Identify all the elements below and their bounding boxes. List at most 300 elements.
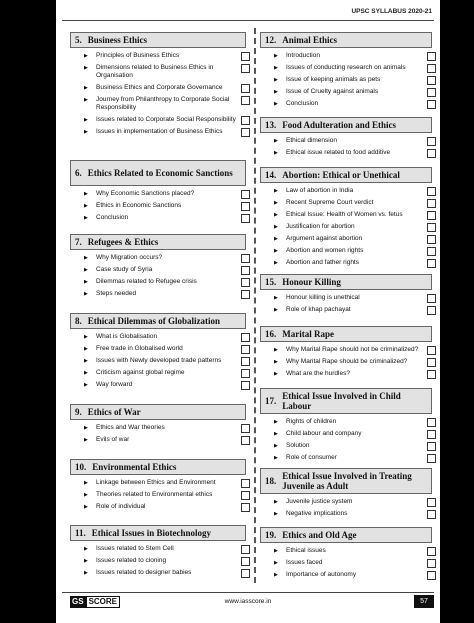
page-number: 57	[414, 595, 434, 608]
topic-checkbox[interactable]	[241, 64, 250, 73]
arrow-bullet-icon: ▶	[274, 443, 278, 449]
section-heading	[70, 404, 246, 420]
topic-item	[70, 503, 250, 511]
arrow-bullet-icon: ▶	[274, 248, 278, 254]
topic-label: Abortion and women rights	[286, 247, 364, 254]
topic-checkbox[interactable]	[241, 84, 250, 93]
topic-item	[260, 547, 436, 555]
footer-url: www.iasscore.in	[224, 598, 272, 605]
topic-item	[260, 235, 436, 243]
topic-checkbox[interactable]	[241, 333, 250, 342]
topic-label: What are the hurdles?	[286, 370, 350, 377]
section-heading	[260, 274, 432, 290]
section-title: Ethics of War	[87, 407, 141, 417]
section-heading	[260, 32, 432, 48]
topic-label: Evils of war	[96, 436, 130, 443]
section-heading	[70, 32, 246, 48]
arrow-bullet-icon: ▶	[274, 295, 278, 301]
topic-label: Why Economic Sanctions placed?	[96, 190, 195, 197]
topic-item	[260, 498, 436, 506]
arrow-bullet-icon: ▶	[84, 334, 88, 340]
arrow-bullet-icon: ▶	[84, 117, 88, 123]
topic-item	[70, 345, 250, 353]
topic-item	[260, 149, 436, 157]
column-divider	[254, 28, 256, 583]
topic-list	[70, 254, 250, 298]
section-title: Food Adulteration and Ethics	[282, 120, 397, 130]
section-14	[260, 167, 436, 271]
arrow-bullet-icon: ▶	[274, 53, 278, 59]
arrow-bullet-icon: ▶	[84, 570, 88, 576]
arrow-bullet-icon: ▶	[274, 499, 278, 505]
topic-item	[260, 52, 436, 60]
arrow-bullet-icon: ▶	[274, 138, 278, 144]
topic-checkbox[interactable]	[427, 199, 436, 208]
section-number: 15.	[265, 277, 277, 287]
arrow-bullet-icon: ▶	[274, 260, 278, 266]
section-6	[70, 160, 250, 226]
section-17	[260, 388, 436, 466]
section-number: 11.	[75, 528, 86, 538]
footer-rule	[62, 592, 434, 593]
section-9	[70, 404, 250, 448]
arrow-bullet-icon: ▶	[274, 359, 278, 365]
topic-checkbox[interactable]	[241, 345, 250, 354]
section-number: 12.	[265, 35, 277, 45]
section-number: 5.	[75, 35, 82, 45]
topic-label: Dilemmas related to Refugee crisis	[96, 278, 197, 285]
section-number: 7.	[75, 237, 82, 247]
section-title: Animal Ethics	[282, 35, 338, 45]
arrow-bullet-icon: ▶	[274, 224, 278, 230]
arrow-bullet-icon: ▶	[274, 511, 278, 517]
topic-label: Journey from Philanthropy to Corporate Social Responsibility	[96, 96, 230, 111]
topic-item	[260, 571, 436, 579]
topic-list	[260, 294, 436, 314]
topic-checkbox[interactable]	[241, 128, 250, 137]
topic-checkbox[interactable]	[241, 503, 250, 512]
topic-list	[70, 333, 250, 389]
topic-item	[260, 199, 436, 207]
arrow-bullet-icon: ▶	[84, 558, 88, 564]
topic-label: Introduction	[286, 52, 320, 59]
arrow-bullet-icon: ▶	[84, 267, 88, 273]
arrow-bullet-icon: ▶	[84, 129, 88, 135]
topic-label: Why Marital Rape should be criminalized?	[286, 358, 408, 365]
topic-list	[260, 547, 436, 579]
topic-item	[70, 128, 250, 136]
topic-item	[70, 266, 250, 274]
arrow-bullet-icon: ▶	[84, 203, 88, 209]
topic-checkbox[interactable]	[427, 187, 436, 196]
topic-label: Role of consumer	[286, 454, 337, 461]
topic-checkbox[interactable]	[241, 266, 250, 275]
topic-label: Abortion and father rights	[286, 259, 359, 266]
topic-label: Linkage between Ethics and Environment	[96, 479, 216, 486]
topic-item	[70, 545, 250, 553]
section-title: Business Ethics	[87, 35, 148, 45]
section-18	[260, 468, 436, 522]
topic-checkbox[interactable]	[427, 64, 436, 73]
topic-label: Ethics in Economic Sanctions	[96, 202, 182, 209]
topic-list	[70, 479, 250, 511]
section-title: Ethical Issue Involved in Treating Juvenile as Adult	[282, 471, 412, 491]
topic-label: Conclusion	[96, 214, 129, 221]
header-rule	[62, 20, 434, 21]
arrow-bullet-icon: ▶	[274, 77, 278, 83]
topic-list	[70, 52, 250, 136]
arrow-bullet-icon: ▶	[274, 236, 278, 242]
header-title: UPSC SYLLABUS 2020-21	[351, 8, 432, 15]
arrow-bullet-icon: ▶	[274, 455, 278, 461]
topic-item	[260, 88, 436, 96]
arrow-bullet-icon: ▶	[274, 307, 278, 313]
topic-item	[70, 214, 250, 222]
topic-item	[70, 96, 250, 112]
topic-label: Ethical Issue: Health of Women vs. fetus	[286, 211, 403, 218]
arrow-bullet-icon: ▶	[84, 291, 88, 297]
section-number: 16.	[265, 329, 277, 339]
topic-item	[70, 52, 250, 60]
topic-checkbox[interactable]	[241, 557, 250, 566]
section-number: 17.	[265, 396, 277, 406]
topic-item	[260, 370, 436, 378]
topic-checkbox[interactable]	[427, 235, 436, 244]
topic-checkbox[interactable]	[427, 306, 436, 315]
topic-item	[70, 190, 250, 198]
topic-checkbox[interactable]	[241, 278, 250, 287]
section-heading	[260, 117, 432, 133]
section-heading	[260, 167, 432, 183]
topic-label: Issues faced	[286, 559, 323, 566]
section-15	[260, 274, 436, 318]
topic-list	[70, 424, 250, 444]
topic-checkbox[interactable]	[427, 442, 436, 451]
topic-item	[260, 559, 436, 567]
topic-item	[260, 294, 436, 302]
topic-label: Ethical dimension	[286, 137, 337, 144]
topic-label: Solution	[286, 442, 310, 449]
arrow-bullet-icon: ▶	[84, 504, 88, 510]
section-5	[70, 32, 250, 140]
topic-item	[70, 84, 250, 92]
topic-checkbox[interactable]	[241, 569, 250, 578]
topic-label: Rights of children	[286, 418, 337, 425]
topic-label: Ethical issue related to food additive	[286, 149, 391, 156]
topic-label: Case study of Syria	[96, 266, 153, 273]
topic-label: Importance of autonomy	[286, 571, 357, 578]
topic-checkbox[interactable]	[427, 100, 436, 109]
arrow-bullet-icon: ▶	[274, 188, 278, 194]
arrow-bullet-icon: ▶	[274, 89, 278, 95]
arrow-bullet-icon: ▶	[84, 85, 88, 91]
arrow-bullet-icon: ▶	[84, 65, 88, 71]
topic-item	[260, 442, 436, 450]
arrow-bullet-icon: ▶	[84, 437, 88, 443]
section-title: Marital Rape	[282, 329, 334, 339]
topic-label: Dimensions related to Business Ethics in Organisation	[96, 64, 214, 79]
topic-label: Justification for abortion	[286, 223, 355, 230]
section-number: 18.	[265, 476, 277, 486]
arrow-bullet-icon: ▶	[274, 150, 278, 156]
topic-label: Principles of Business Ethics	[96, 52, 180, 59]
topic-label: Juvenile justice system	[286, 498, 353, 505]
topic-list	[260, 418, 436, 462]
section-number: 19.	[265, 530, 277, 540]
topic-item	[260, 306, 436, 314]
topic-item	[260, 346, 436, 354]
topic-checkbox[interactable]	[427, 247, 436, 256]
topic-checkbox[interactable]	[427, 430, 436, 439]
topic-item	[70, 64, 250, 80]
topic-checkbox[interactable]	[427, 547, 436, 556]
arrow-bullet-icon: ▶	[84, 492, 88, 498]
topic-item	[260, 430, 436, 438]
topic-item	[70, 278, 250, 286]
topic-label: Recent Supreme Court verdict	[286, 199, 374, 206]
section-heading	[260, 326, 432, 342]
topic-item	[260, 358, 436, 366]
arrow-bullet-icon: ▶	[274, 572, 278, 578]
topic-label: What is Globalisation	[96, 333, 158, 340]
section-8	[70, 313, 250, 393]
topic-label: Issue of Cruelty against animals	[286, 88, 379, 95]
topic-label: Argument against abortion	[286, 235, 363, 242]
topic-label: Why Migration occurs?	[96, 254, 163, 261]
topic-item	[70, 254, 250, 262]
topic-item	[70, 491, 250, 499]
topic-checkbox[interactable]	[241, 479, 250, 488]
topic-item	[70, 369, 250, 377]
topic-label: Law of abortion in India	[286, 187, 354, 194]
section-7	[70, 234, 250, 302]
topic-item	[260, 247, 436, 255]
topic-item	[260, 100, 436, 108]
topic-label: Free trade in Globalised world	[96, 345, 183, 352]
topic-label: Role of individual	[96, 503, 146, 510]
section-title: Environmental Ethics	[92, 462, 177, 472]
section-number: 14.	[265, 170, 277, 180]
topic-label: Issues related to Stem Cell	[96, 545, 174, 552]
topic-item	[70, 424, 250, 432]
topic-checkbox[interactable]	[427, 294, 436, 303]
section-heading	[70, 459, 246, 475]
topic-checkbox[interactable]	[241, 436, 250, 445]
section-title: Ethical Dilemmas of Globalization	[87, 316, 220, 326]
topic-list	[260, 137, 436, 157]
section-10	[70, 459, 250, 515]
section-number: 13.	[265, 120, 277, 130]
topic-label: Business Ethics and Corporate Governance	[96, 84, 223, 91]
topic-checkbox[interactable]	[241, 369, 250, 378]
topic-item	[70, 381, 250, 389]
logo-gs: GS	[72, 597, 84, 606]
topic-label: Role of khap pachayat	[286, 306, 351, 313]
topic-item	[260, 64, 436, 72]
topic-checkbox[interactable]	[241, 424, 250, 433]
topic-item	[260, 223, 436, 231]
arrow-bullet-icon: ▶	[274, 419, 278, 425]
topic-label: Criticism against global regime	[96, 369, 185, 376]
topic-checkbox[interactable]	[241, 52, 250, 61]
topic-item	[260, 454, 436, 462]
topic-item	[260, 76, 436, 84]
topic-label: Why Marital Rape should not be criminalized?	[286, 346, 419, 353]
topic-checkbox[interactable]	[241, 214, 250, 223]
topic-label: Ethics and War theories	[96, 424, 165, 431]
section-heading	[70, 160, 246, 186]
section-number: 10.	[75, 462, 87, 472]
arrow-bullet-icon: ▶	[274, 212, 278, 218]
topic-item	[70, 290, 250, 298]
section-title: Abortion: Ethical or Unethical	[282, 170, 400, 180]
section-heading	[260, 468, 432, 494]
topic-list	[260, 52, 436, 108]
section-title: Ethical Issue Involved in Child Labour	[282, 391, 401, 411]
section-heading	[260, 388, 432, 414]
topic-label: Conclusion	[286, 100, 319, 107]
topic-checkbox[interactable]	[427, 498, 436, 507]
topic-checkbox[interactable]	[241, 96, 250, 105]
section-title: Ethics and Old Age	[282, 530, 357, 540]
arrow-bullet-icon: ▶	[274, 548, 278, 554]
topic-checkbox[interactable]	[427, 454, 436, 463]
topic-item	[70, 436, 250, 444]
arrow-bullet-icon: ▶	[274, 560, 278, 566]
topic-checkbox[interactable]	[241, 545, 250, 554]
arrow-bullet-icon: ▶	[84, 370, 88, 376]
section-heading	[70, 313, 246, 329]
topic-item	[70, 569, 250, 577]
section-number: 6.	[75, 168, 82, 178]
logo-score: SCORE	[86, 596, 120, 608]
topic-checkbox[interactable]	[427, 88, 436, 97]
topic-list	[70, 545, 250, 577]
topic-item	[260, 137, 436, 145]
topic-item	[70, 479, 250, 487]
section-12	[260, 32, 436, 112]
arrow-bullet-icon: ▶	[84, 97, 88, 103]
topic-checkbox[interactable]	[241, 357, 250, 366]
arrow-bullet-icon: ▶	[274, 347, 278, 353]
topic-item	[260, 259, 436, 267]
topic-checkbox[interactable]	[427, 223, 436, 232]
arrow-bullet-icon: ▶	[84, 425, 88, 431]
topic-item	[70, 202, 250, 210]
arrow-bullet-icon: ▶	[84, 255, 88, 261]
topic-checkbox[interactable]	[241, 116, 250, 125]
topic-checkbox[interactable]	[427, 370, 436, 379]
arrow-bullet-icon: ▶	[84, 346, 88, 352]
section-heading	[70, 525, 246, 541]
topic-checkbox[interactable]	[427, 137, 436, 146]
topic-label: Issues related to cloning	[96, 557, 167, 564]
section-13	[260, 117, 436, 161]
section-11	[70, 525, 250, 581]
section-title: Refugees & Ethics	[87, 237, 159, 247]
arrow-bullet-icon: ▶	[84, 546, 88, 552]
topic-label: Issue of keeping animals as pets	[286, 76, 381, 83]
topic-list	[260, 498, 436, 518]
arrow-bullet-icon: ▶	[84, 279, 88, 285]
topic-checkbox[interactable]	[241, 290, 250, 299]
topic-label: Way forward	[96, 381, 133, 388]
topic-label: Steps needed	[96, 290, 137, 297]
topic-checkbox[interactable]	[427, 211, 436, 220]
topic-checkbox[interactable]	[427, 149, 436, 158]
arrow-bullet-icon: ▶	[274, 101, 278, 107]
topic-label: Issues with Newly developed trade patterns	[96, 357, 222, 364]
topic-checkbox[interactable]	[427, 559, 436, 568]
arrow-bullet-icon: ▶	[274, 431, 278, 437]
topic-label: Theories related to Environmental ethics	[96, 491, 213, 498]
topic-item	[70, 333, 250, 341]
topic-item	[70, 557, 250, 565]
section-title: Ethics Related to Economic Sanctions	[87, 168, 233, 178]
arrow-bullet-icon: ▶	[274, 200, 278, 206]
topic-label: Child labour and company	[286, 430, 362, 437]
topic-list	[260, 187, 436, 267]
topic-label: Issues related to Corporate Social Responsibility	[96, 116, 236, 123]
topic-checkbox[interactable]	[427, 76, 436, 85]
section-heading	[70, 234, 246, 250]
topic-checkbox[interactable]	[241, 381, 250, 390]
section-19	[260, 527, 436, 583]
topic-checkbox[interactable]	[427, 52, 436, 61]
arrow-bullet-icon: ▶	[84, 480, 88, 486]
section-title: Ethical Issues in Biotechnology	[91, 528, 212, 538]
topic-label: Ethical issues	[286, 547, 326, 554]
topic-label: Issues of conducting research on animals	[286, 64, 406, 71]
topic-label: Issues in implementation of Business Ethics	[96, 128, 223, 135]
arrow-bullet-icon: ▶	[84, 53, 88, 59]
topic-checkbox[interactable]	[241, 491, 250, 500]
topic-item	[70, 116, 250, 124]
topic-checkbox[interactable]	[241, 202, 250, 211]
topic-list	[70, 190, 250, 222]
section-number: 9.	[75, 407, 82, 417]
section-title: Honour Killing	[282, 277, 341, 287]
section-heading	[260, 527, 432, 543]
topic-checkbox[interactable]	[241, 190, 250, 199]
topic-checkbox[interactable]	[427, 418, 436, 427]
topic-list	[260, 346, 436, 378]
syllabus-page	[56, 0, 440, 623]
arrow-bullet-icon: ▶	[84, 191, 88, 197]
section-16	[260, 326, 436, 382]
arrow-bullet-icon: ▶	[84, 358, 88, 364]
topic-item	[260, 187, 436, 195]
topic-label: Honour killing is unethical	[286, 294, 360, 301]
topic-checkbox[interactable]	[427, 571, 436, 580]
topic-checkbox[interactable]	[427, 510, 436, 519]
topic-checkbox[interactable]	[427, 346, 436, 355]
topic-label: Negative implications	[286, 510, 348, 517]
topic-checkbox[interactable]	[241, 254, 250, 263]
topic-item	[70, 357, 250, 365]
arrow-bullet-icon: ▶	[274, 371, 278, 377]
topic-item	[260, 418, 436, 426]
topic-label: Issues related to designer babies	[96, 569, 192, 576]
arrow-bullet-icon: ▶	[84, 382, 88, 388]
arrow-bullet-icon: ▶	[274, 65, 278, 71]
arrow-bullet-icon: ▶	[84, 215, 88, 221]
topic-checkbox[interactable]	[427, 358, 436, 367]
topic-item	[260, 211, 436, 219]
section-number: 8.	[75, 316, 82, 326]
topic-checkbox[interactable]	[427, 259, 436, 268]
topic-item	[260, 510, 436, 518]
